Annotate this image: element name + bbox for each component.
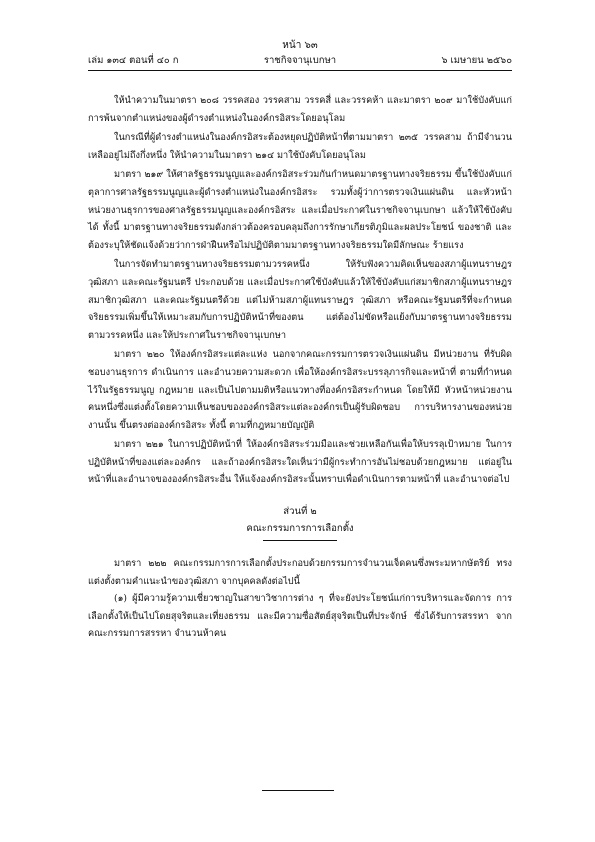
heading-underline (263, 540, 337, 541)
paragraph: ในกรณีที่ผู้ดำรงตำแหน่งในองค์กรอิสระต้องหยุดปฏิบัติหน้าที่ตามมาตรา ๒๓๕ วรรคสาม ถ้ามีจำนวนเหลืออยู่ไม่ถึงกึ่งหนึ่ง ให้นำความในมาตรา ๒๑๔ มาใช้บังคับโดยอนุโลม (88, 132, 512, 161)
header-row (88, 53, 512, 67)
part-heading (88, 503, 512, 537)
part-number: ส่วนที่ ๒ (283, 506, 317, 518)
section-222: มาตรา ๒๒๒ คณะกรรมการการเลือกตั้งประกอบด้วยกรรมการจำนวนเจ็ดคนซึ่งพระมหากษัตริย์ ทรงแต่งตั้งตามคำแนะนำของวุฒิสภา จากบุคคลดังต่อไปนี้ (88, 558, 512, 587)
page-number: หน้า ๖๓ (282, 40, 318, 51)
volume-issue: เล่ม ๑๓๔ ตอนที่ ๔๐ ก (88, 55, 179, 66)
gazette-name: ราชกิจจานุเบกษา (263, 55, 337, 66)
part-title: คณะกรรมการการเลือกตั้ง (246, 523, 354, 535)
document-body (88, 92, 512, 643)
page-header (88, 38, 512, 78)
paragraph: ให้นำความในมาตรา ๒๐๘ วรรคสอง วรรคสาม วรรคสี่ และวรรคห้า และมาตรา ๒๐๙ มาใช้บังคับแก่การพ้นจากตำแหน่งของผู้ดำรงตำแหน่งในองค์กรอิสระโดยอนุโลม (88, 95, 512, 124)
paragraph: ในการจัดทำมาตรฐานทางจริยธรรมตามวรรคหนึ่ง ให้รับฟังความคิดเห็นของสภาผู้แทนราษฎร วุฒิสภา และคณะรัฐมนตรี ประกอบด้วย และเมื่อประกาศใช้บังคับแล้วให้ใช้บังคับแก่สมาชิกสภาผู้แทนราษฎร สมาชิกวุฒิสภา และคณะรัฐมนตรีด้วย แต่ไม่ห้ามสภาผู้แทนราษฎร วุฒิสภา หรือคณะรัฐมนตรีที่จะกำหนด จริยธรรมเพิ่มขึ้นให้เหมาะสมกับการปฏิบัติหน้าที่ของตน แต่ต้องไม่ขัดหรือแย้งกับมาตรฐานทางจริยธรรม ตามวรรคหนึ่ง และให้ประกาศในราชกิจจานุเบกษา (88, 259, 512, 341)
publication-date: ๖ เมษายน ๒๕๖๐ (441, 55, 512, 66)
section-219: มาตรา ๒๑๙ ให้ศาลรัฐธรรมนูญและองค์กรอิสระร่วมกันกำหนดมาตรฐานทางจริยธรรม ขึ้นใช้บังคับแก่ตุลาการศาลรัฐธรรมนูญและผู้ดำรงตำแหน่งในองค์กรอิสระ รวมทั้งผู้ว่าการตรวจเงินแผ่นดิน และหัวหน้าหน่วยงานธุรการของศาลรัฐธรรมนูญและองค์กรอิสระ และเมื่อประกาศในราชกิจจานุเบกษา แล้วให้ใช้บังคับได้ ทั้งนี้ มาตรฐานทางจริยธรรมดังกล่าวต้องครอบคลุมถึงการรักษาเกียรติภูมิและผลประโยชน์ ของชาติ และต้องระบุให้ชัดแจ้งด้วยว่าการฝ่าฝืนหรือไม่ปฏิบัติตามมาตรฐานทางจริยธรรมใดมีลักษณะ ร้ายแรง (88, 169, 512, 251)
footer-divider (262, 790, 334, 791)
list-item: (๑) ผู้มีความรู้ความเชี่ยวชาญในสาขาวิชาการต่าง ๆ ที่จะยังประโยชน์แก่การบริหารและจัดการ การเลือกตั้งให้เป็นไปโดยสุจริตและเที่ยงธรรม และมีความซื่อสัตย์สุจริตเป็นที่ประจักษ์ ซึ่งได้รับการสรรหา จากคณะกรรมการสรรหา จำนวนห้าคน (88, 593, 512, 640)
section-221: มาตรา ๒๒๑ ในการปฏิบัติหน้าที่ ให้องค์กรอิสระร่วมมือและช่วยเหลือกันเพื่อให้บรรลุเป้าหมาย ในการปฏิบัติหน้าที่ของแต่ละองค์กร และถ้าองค์กรอิสระใดเห็นว่ามีผู้กระทำการอันไม่ชอบด้วยกฎหมาย แต่อยู่ในหน้าที่และอำนาจขององค์กรอิสระอื่น ให้แจ้งองค์กรอิสระนั้นทราบเพื่อดำเนินการตามหน้าที่ และอำนาจต่อไป (88, 439, 512, 486)
header-divider (88, 70, 512, 71)
section-220: มาตรา ๒๒๐ ให้องค์กรอิสระแต่ละแห่ง นอกจากคณะกรรมการตรวจเงินแผ่นดิน มีหน่วยงาน ที่รับผิดชอบงานธุรการ ดำเนินการ และอำนวยความสะดวก เพื่อให้องค์กรอิสระบรรลุภารกิจและหน้าที่ ตามที่กำหนดไว้ในรัฐธรรมนูญ กฎหมาย และเป็นไปตามมติหรือแนวทางที่องค์กรอิสระกำหนด โดยให้มี หัวหน้าหน่วยงานคนหนึ่งซึ่งแต่งตั้งโดยความเห็นชอบขององค์กรอิสระแต่ละองค์กรเป็นผู้รับผิดชอบ การบริหารงานของหน่วยงานนั้น ขึ้นตรงต่อองค์กรอิสระ ทั้งนี้ ตามที่กฎหมายบัญญัติ (88, 349, 512, 431)
